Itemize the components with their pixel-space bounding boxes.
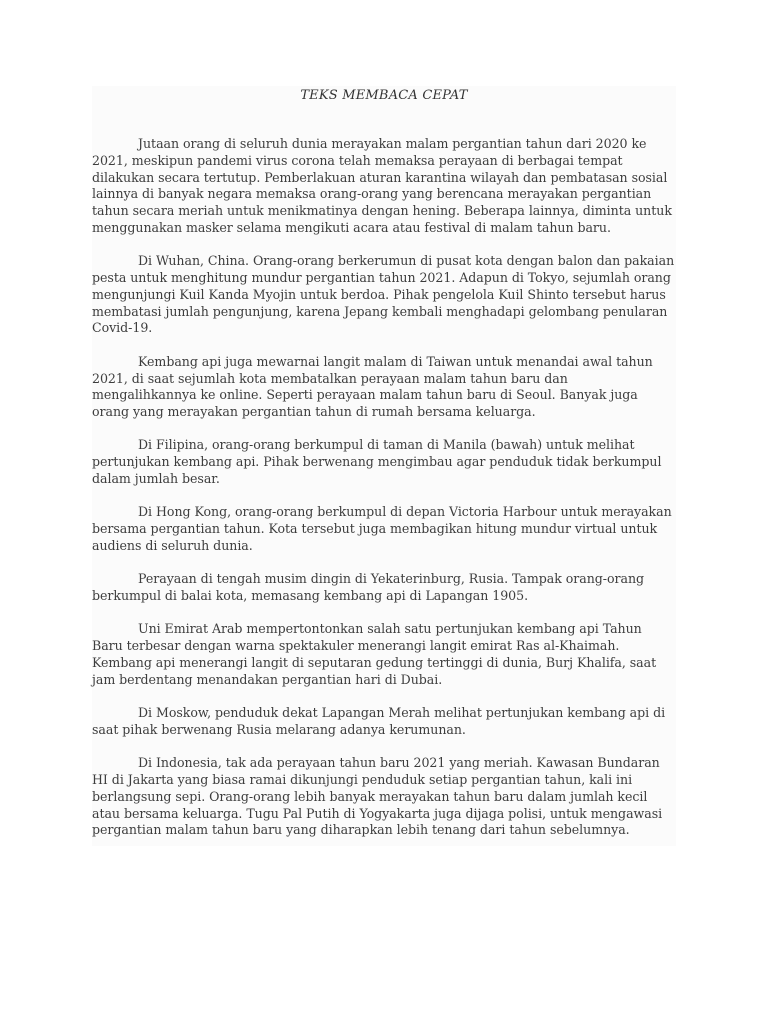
paragraph-6: Perayaan di tengah musim dingin di Yekaterinburg, Rusia. Tampak orang-orang berkumpul di balai kota, memasang kembang api di Lapangan 1905. — [92, 571, 645, 604]
paragraph-3: Kembang api juga mewarnai langit malam di Taiwan untuk menandai awal tahun 2021, di saat sejumlah kota membatalkan perayaan malam tahun baru dan mengalihkannya ke online. Seperti perayaan malam tahun baru di Seoul. Banyak juga orang yang merayakan pergantian tahun di rumah bersama keluarga. — [92, 353, 653, 420]
paragraph-8: Di Moskow, penduduk dekat Lapangan Merah melihat pertunjukan kembang api di saat pihak berwenang Rusia melarang adanya kerumunan. — [92, 705, 666, 737]
paragraph-1: Jutaan orang di seluruh dunia merayakan malam pergantian tahun dari 2020 ke 2021, meskipun pandemi virus corona telah memaksa perayaan di berbagai tempat dilakukan secara tertutup. Pemberlakuan aturan karantina wilayah dan pembatasan sosial lainnya di banyak negara memaksa orang-orang yang berencana merayakan pergantian tahun secara meriah untuk menikmatinya dengan hening. Beberapa lainnya, diminta untuk menggunakan masker selama mengikuti acara atau festival di malam tahun baru. — [92, 136, 672, 235]
paragraph-7: Uni Emirat Arab mempertontonkan salah satu pertunjukan kembang api Tahun Baru terbesar dengan warna spektakuler menerangi langit emirat Ras al-Khaimah. Kembang api menerangi langit di seputaran gedung tertinggi di dunia, Burj Khalifa, saat jam berdentang menandakan pergantian hari di Dubai. — [92, 621, 657, 687]
document-body — [92, 136, 676, 856]
paragraph-4: Di Filipina, orang-orang berkumpul di taman di Manila (bawah) untuk melihat pertunjukan kembang api. Pihak berwenang mengimbau agar penduduk tidak berkumpul dalam jumlah besar. — [92, 437, 662, 487]
paragraph-2: Di Wuhan, China. Orang-orang berkerumun di pusat kota dengan balon dan pakaian pesta untuk menghitung mundur pergantian tahun 2021. Adapun di Tokyo, sejumlah orang mengunjungi Kuil Kanda Myojin untuk berdoa. Pihak pengelola Kuil Shinto tersebut harus membatasi jumlah pengunjung, karena Jepang kembali menghadapi gelombang penularan Covid-19. — [92, 253, 675, 336]
paragraph-5: Di Hong Kong, orang-orang berkumpul di depan Victoria Harbour untuk merayakan bersama pergantian tahun. Kota tersebut juga membagikan hitung mundur virtual untuk audiens di seluruh dunia. — [92, 504, 672, 553]
paragraph-9: Di Indonesia, tak ada perayaan tahun baru 2021 yang meriah. Kawasan Bundaran HI di Jakarta yang biasa ramai dikunjungi penduduk setiap pergantian tahun, kali ini berlangsung sepi. Orang-orang lebih banyak merayakan tahun baru dalam jumlah kecil atau bersama keluarga. Tugu Pal Putih di Yogyakarta juga dijaga polisi, untuk mengawasi pergantian malam tahun baru yang diharapkan lebih tenang dari tahun sebelumnya. — [92, 755, 663, 838]
document-title: TEKS MEMBACA CEPAT — [300, 88, 468, 103]
document-page — [92, 86, 676, 846]
